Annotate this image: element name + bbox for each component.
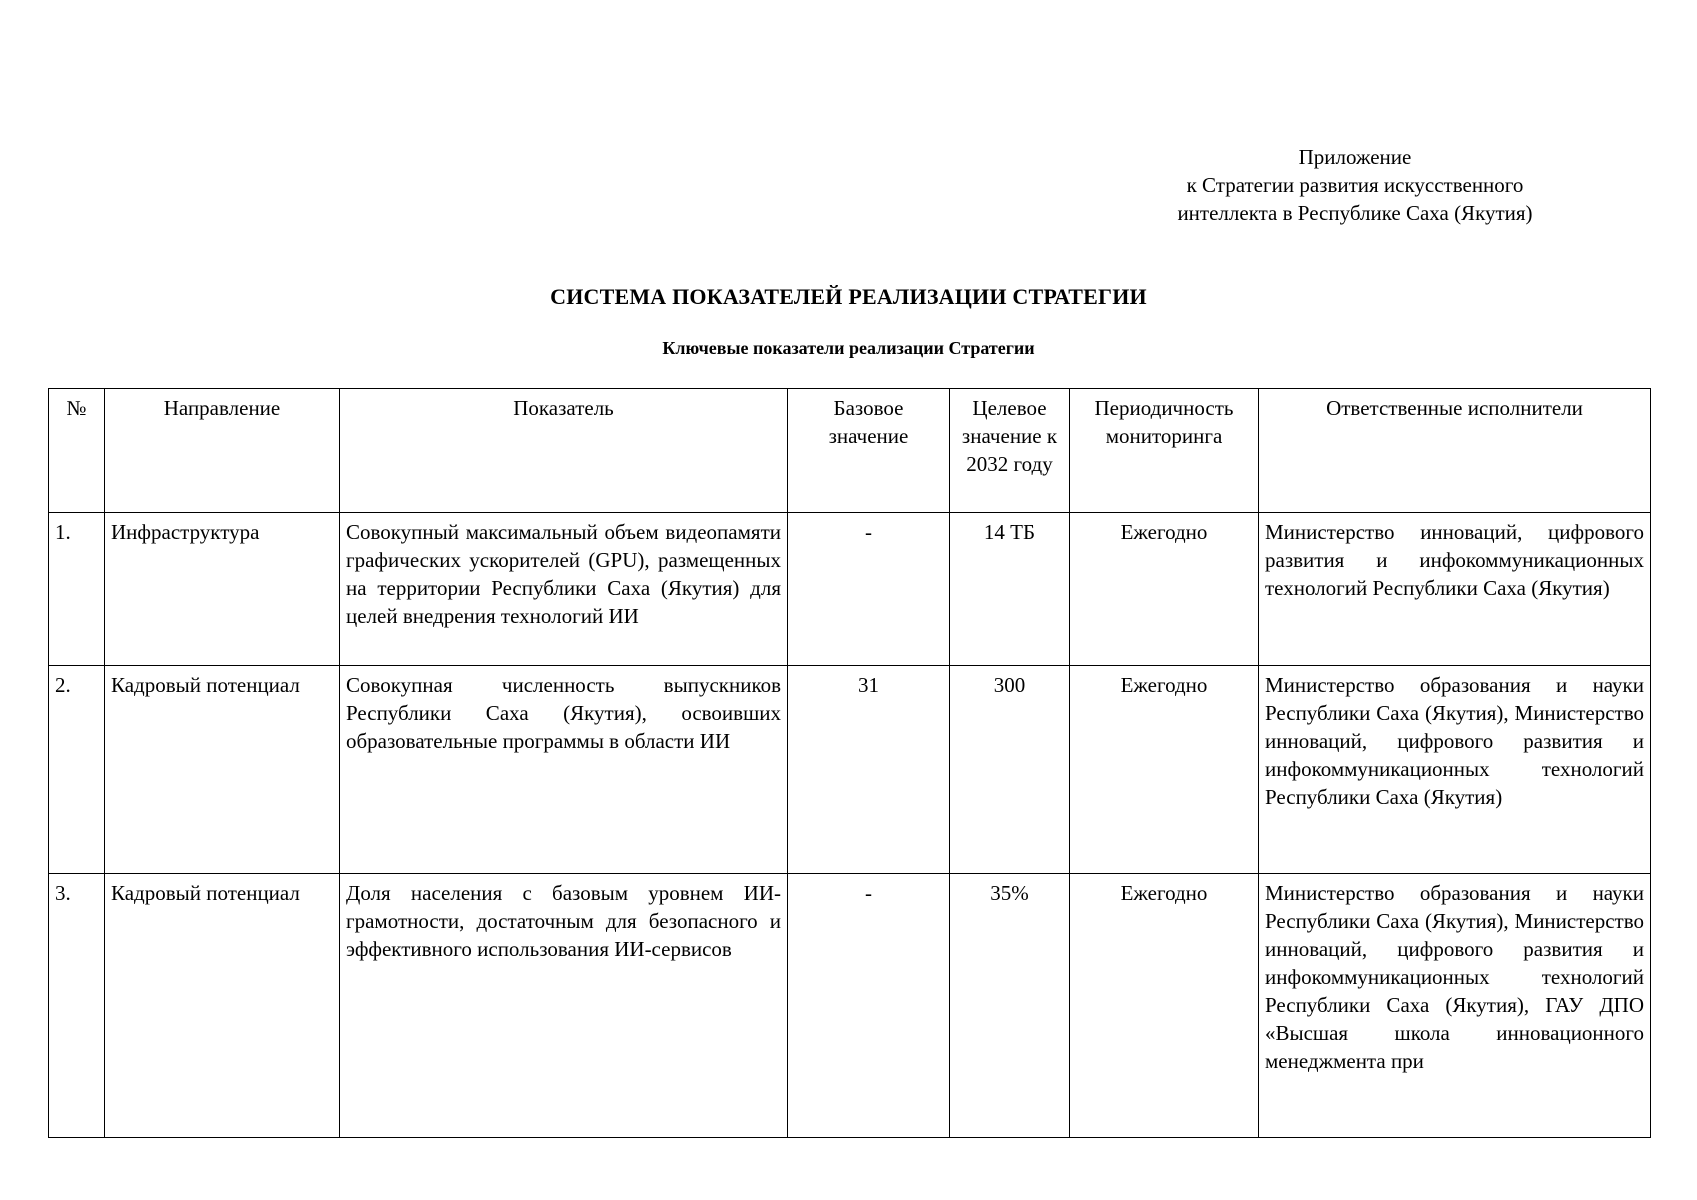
header-direction: Направление [105,389,340,513]
cell-direction: Кадровый потенциал [105,874,340,1138]
cell-target: 35% [950,874,1070,1138]
document-subtitle: Ключевые показатели реализации Стратегии [662,338,1035,358]
table-header-row [49,389,1651,513]
cell-base: 31 [788,666,950,874]
header-period: Периодичность мониторинга [1070,389,1259,513]
annex-header [1130,143,1580,227]
annex-line-1: Приложение [1298,145,1412,169]
cell-period: Ежегодно [1070,513,1259,666]
cell-indicator: Доля населения с базовым уровнем ИИ-грамотности, достаточным для безопасного и эффективного использования ИИ-сервисов [340,874,788,1138]
header-responsible: Ответственные исполнители [1259,389,1651,513]
cell-num: 2. [49,666,105,874]
cell-responsible: Министерство образования и науки Республики Саха (Якутия), Министерство инноваций, цифрового развития и инфокоммуникационных технологий Республики Саха (Якутия), ГАУ ДПО «Высшая школа инновационного менеджмента при [1259,874,1651,1138]
cell-base: - [788,513,950,666]
header-indicator: Показатель [340,389,788,513]
annex-line-3: интеллекта в Республике Саха (Якутия) [1177,201,1533,225]
table-row [49,666,1651,874]
cell-direction: Кадровый потенциал [105,666,340,874]
cell-indicator: Совокупный максимальный объем видеопамяти графических ускорителей (GPU), размещенных на территории Республики Саха (Якутия) для целей внедрения технологий ИИ [340,513,788,666]
cell-direction: Инфраструктура [105,513,340,666]
cell-target: 14 ТБ [950,513,1070,666]
table-row [49,874,1651,1138]
cell-base: - [788,874,950,1138]
cell-target: 300 [950,666,1070,874]
header-base: Базовое значение [788,389,950,513]
cell-indicator: Совокупная численность выпускников Республики Саха (Якутия), освоивших образовательные программы в области ИИ [340,666,788,874]
cell-period: Ежегодно [1070,874,1259,1138]
cell-responsible: Министерство образования и науки Республики Саха (Якутия), Министерство инноваций, цифрового развития и инфокоммуникационных технологий Республики Саха (Якутия) [1259,666,1651,874]
table-row [49,513,1651,666]
cell-num: 1. [49,513,105,666]
cell-responsible: Министерство инноваций, цифрового развития и инфокоммуникационных технологий Республики Саха (Якутия) [1259,513,1651,666]
header-num: № [49,389,105,513]
document-title: СИСТЕМА ПОКАЗАТЕЛЕЙ РЕАЛИЗАЦИИ СТРАТЕГИИ [550,284,1147,309]
header-target: Целевое значение к 2032 году [950,389,1070,513]
cell-period: Ежегодно [1070,666,1259,874]
indicators-table [48,388,1651,1138]
cell-num: 3. [49,874,105,1138]
annex-line-2: к Стратегии развития искусственного [1186,173,1524,197]
